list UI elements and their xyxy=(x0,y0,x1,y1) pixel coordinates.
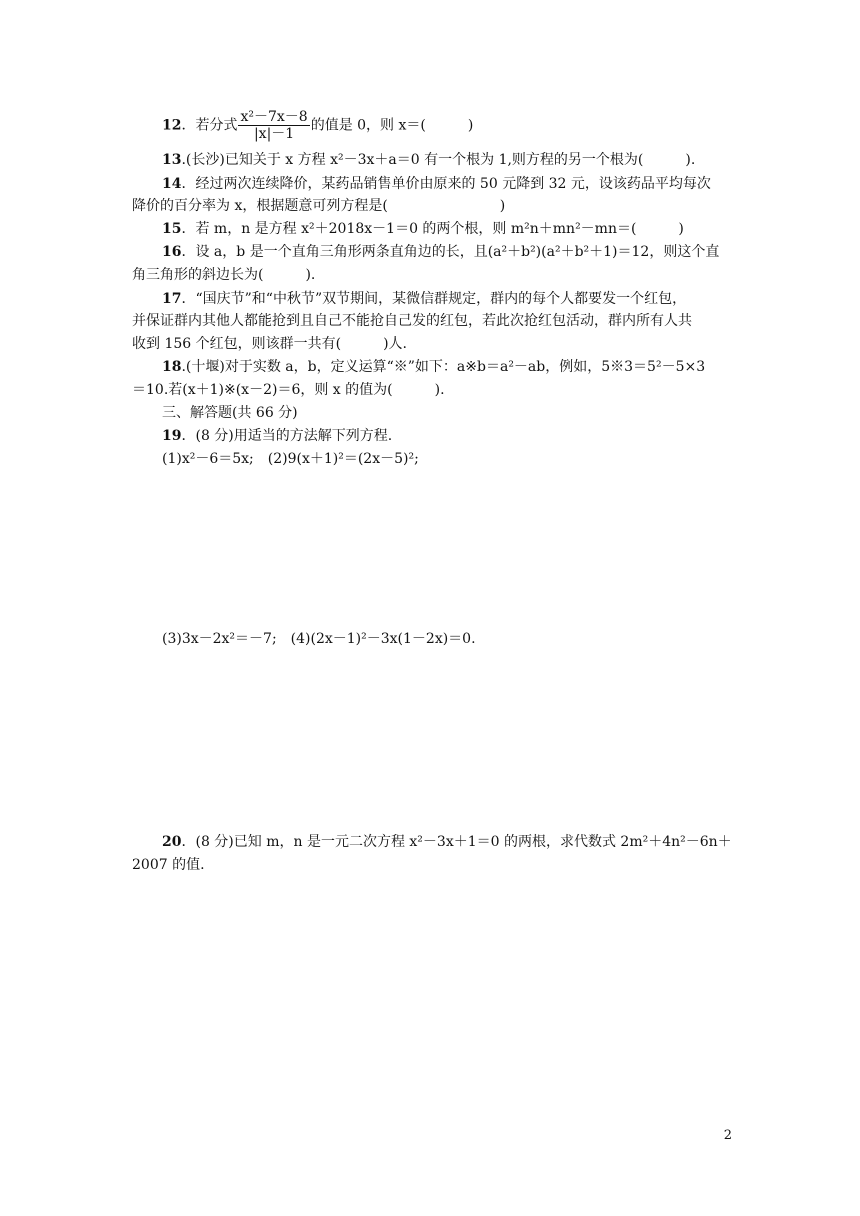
question-13 xyxy=(162,150,695,170)
fraction xyxy=(238,109,309,142)
question-text: ．若分式 xyxy=(181,117,238,134)
question-text: .(十堰)对于实数 a，b，定义运算“※”如下：a※b＝a²－ab，例如，5※3＝5²－5×3 xyxy=(181,359,706,375)
page-number: 2 xyxy=(723,1128,732,1143)
question-number: 12 xyxy=(162,117,182,134)
question-number: 20 xyxy=(162,834,182,850)
question-16-line-2: 角三角形的斜边长为( ). xyxy=(132,267,316,283)
section-heading: 三、解答题(共 66 分) xyxy=(162,405,298,421)
question-number: 16 xyxy=(162,244,182,260)
question-text: ．(8 分)已知 m，n 是一元二次方程 x²－3x＋1＝0 的两根，求代数式 2m²＋4n²－6n＋ xyxy=(181,834,732,850)
question-text: ．若 m，n 是方程 x²＋2018x－1＝0 的两个根，则 m²n＋mn²－mn＝( ) xyxy=(181,221,684,237)
question-number: 18 xyxy=(162,359,182,375)
question-text: ．“国庆节”和“中秋节”双节期间，某微信群规定，群内的每个人都要发一个红包， xyxy=(181,291,687,307)
question-18-line-1 xyxy=(162,357,705,377)
question-number: 14 xyxy=(162,176,182,192)
question-19-parts-1-2: (1)x²－6＝5x; (2)9(x＋1)²＝(2x－5)²; xyxy=(162,451,419,467)
question-number: 15 xyxy=(162,221,182,237)
question-19 xyxy=(162,426,392,446)
fraction-denominator: |x|－1 xyxy=(253,126,295,142)
question-text: 的值是 0，则 x＝( ) xyxy=(310,117,474,134)
question-text: ．经过两次连续降价，某药品销售单价由原来的 50 元降到 32 元，设该药品平均每次 xyxy=(181,176,711,192)
question-19-parts-3-4: (3)3x－2x²＝－7; (4)(2x－1)²－3x(1－2x)＝0. xyxy=(162,631,476,647)
question-20-line-1 xyxy=(162,832,732,852)
question-18-line-2: ＝10.若(x＋1)※(x－2)＝6，则 x 的值为( ). xyxy=(132,382,445,398)
question-17-line-3: 收到 156 个红包，则该群一共有( )人. xyxy=(132,336,407,352)
question-20-line-2: 2007 的值. xyxy=(132,857,205,873)
question-16-line-1 xyxy=(162,242,719,262)
question-17-line-2: 并保证群内其他人都能抢到且自己不能抢自己发的红包，若此次抢红包活动，群内所有人共 xyxy=(132,313,692,329)
question-text: ．设 a，b 是一个直角三角形两条直角边的长，且(a²＋b²)(a²＋b²＋1)＝12，则这个直 xyxy=(181,244,720,260)
question-number: 17 xyxy=(162,291,182,307)
question-number: 19 xyxy=(162,428,182,444)
question-14-line-1 xyxy=(162,174,711,194)
fraction-numerator: x²－7x－8 xyxy=(240,109,308,125)
question-number: 13 xyxy=(162,152,182,168)
question-15 xyxy=(162,219,684,239)
question-text: .(长沙)已知关于 x 方程 x²－3x＋a＝0 有一个根为 1,则方程的另一个根为( ). xyxy=(181,152,696,168)
question-text: ．(8 分)用适当的方法解下列方程. xyxy=(181,428,393,444)
question-17-line-1 xyxy=(162,289,686,309)
question-14-line-2: 降价的百分率为 x，根据题意可列方程是( ) xyxy=(132,198,506,214)
question-12 xyxy=(162,109,473,142)
